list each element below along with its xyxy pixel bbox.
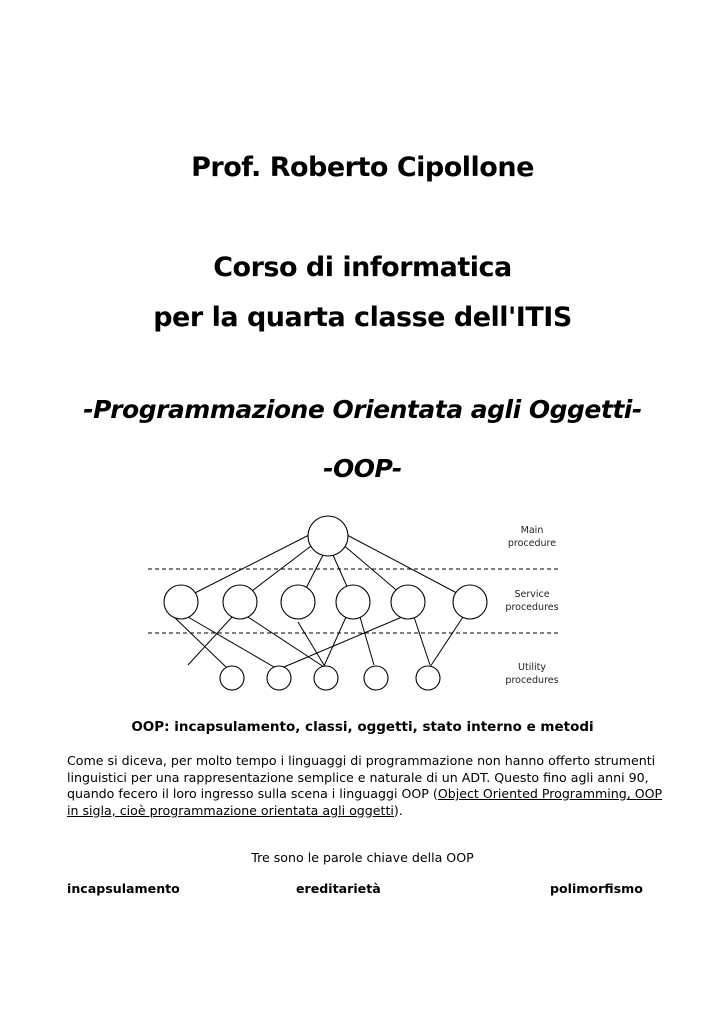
- service-procedure-node: [281, 585, 315, 619]
- service-procedure-node: [336, 585, 370, 619]
- service-procedure-node: [164, 585, 198, 619]
- keyword-polymorphism: polimorfismo: [550, 881, 643, 896]
- paragraph-text: Come si diceva, per molto tempo i linguaggi di programmazione non hanno offerto strumenti linguistici per una rappresentazione semplice e naturale di un ADT. Questo fino agli anni 90, quando fecero il loro ingresso sulla scena i linguaggi OOP (: [67, 753, 656, 801]
- oop-definition-link[interactable]: Object Oriented Programming, OOP in sigla, cioè programmazione orientata agli oggetti: [67, 786, 663, 818]
- diagram-label-service: procedures: [505, 602, 559, 613]
- service-procedure-node: [223, 585, 257, 619]
- acronym-title: -OOP-: [323, 454, 402, 483]
- document-subtitle: -Programmazione Orientata agli Oggetti-: [83, 395, 642, 424]
- diagram-label-main: procedure: [507, 538, 557, 549]
- course-title-line2: per la quarta classe dell'ITIS: [153, 302, 572, 333]
- utility-procedure-node: [364, 666, 388, 690]
- utility-procedure-node: [416, 666, 440, 690]
- utility-procedure-node: [220, 666, 244, 690]
- diagram-label-utility: procedures: [505, 675, 559, 686]
- paragraph-end: ).: [393, 802, 403, 818]
- service-procedure-node: [453, 585, 487, 619]
- diagram-label-service: Service: [514, 589, 550, 600]
- course-title-line1: Corso di informatica: [213, 252, 512, 283]
- author-name: Prof. Roberto Cipollone: [191, 152, 534, 183]
- keyword-inheritance: ereditarietà: [296, 881, 381, 896]
- diagram-label-main: Main: [520, 525, 544, 536]
- keywords-intro: Tre sono le parole chiave della OOP: [251, 850, 474, 865]
- main-procedure-node: [308, 516, 348, 556]
- intro-paragraph: [67, 753, 667, 819]
- service-procedure-node: [391, 585, 425, 619]
- procedure-hierarchy-diagram: [148, 505, 568, 700]
- diagram-label-utility: Utility: [518, 662, 546, 673]
- section-heading: OOP: incapsulamento, classi, oggetti, stato interno e metodi: [131, 719, 594, 735]
- utility-procedure-node: [267, 666, 291, 690]
- keyword-encapsulation: incapsulamento: [67, 881, 180, 896]
- utility-procedure-node: [314, 666, 338, 690]
